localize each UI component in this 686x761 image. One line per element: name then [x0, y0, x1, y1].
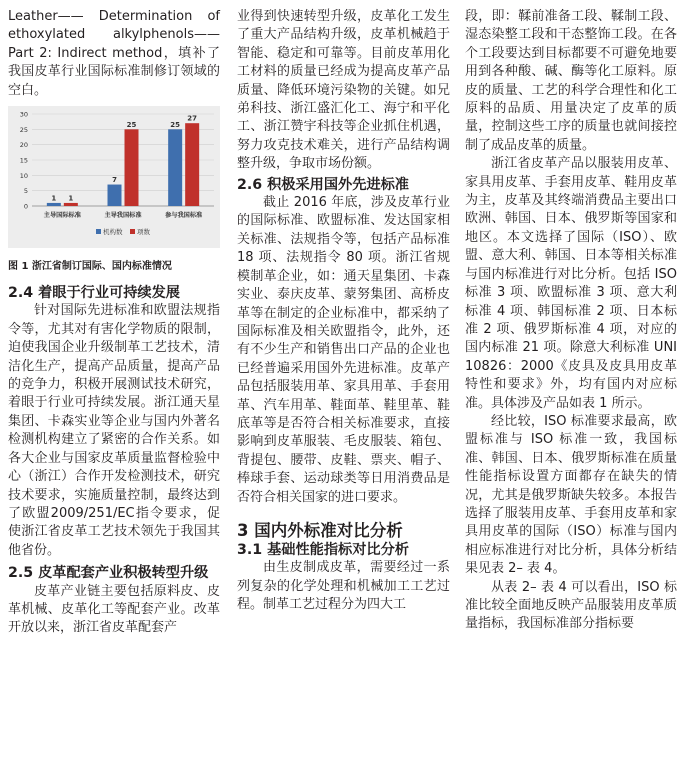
bar-value-label: 1: [68, 194, 74, 203]
figure-caption: 图 1 浙江省制订国际、国内标准情况: [8, 261, 172, 273]
section-3-1-text: 由生皮制成皮革，需要经过一系列复杂的化学处理和机械加工工艺过程。制革工艺过程分为四大工: [237, 560, 450, 613]
section-2-5-text: 皮革产业链主要包括原料皮、皮革机械、皮革化工等配套产业。改革开放以来，浙江省皮革配套产: [8, 583, 220, 636]
bar-value-label: 25: [170, 120, 181, 129]
column-2: [237, 8, 450, 615]
section-3-1-title: 3.1 基础性能指标对比分析: [237, 541, 409, 558]
y-tick-label: 5: [23, 187, 28, 196]
section-2-6-text: 截止 2016 年底，涉及皮革行业的国际标准、欧盟标准、发达国家相关标准、法规指令等，包括产品标准 18 项、法规指令 80 项。浙江省规模制革企业，如：通天星集团、卡森实业、泰庆皮革、蒙努集团、高桥皮革等在制定的企业标准中，都采纳了国际标准及相关欧盟指令，此外，还有不少生产和销售出口产品的企业也已经普遍采用国外先进标准。皮革产品包括服装用革、家具用革、手套用革、汽车用革、鞋面革、鞋里革、鞋底革等是否符合相关标准要求，直接影响到皮革服装、毛皮服装、箱包、背提包、腰带、皮鞋、票夹、帽子、棒球手套、运动球类等日用消费品是否符合相关国家的进口要求。: [237, 195, 450, 505]
bar-项数-主导我国标准: [125, 129, 139, 206]
bar-chart-svg: [8, 106, 220, 248]
y-tick-label: 30: [19, 110, 28, 119]
section-2-6-title: 2.6 积极采用国外先进标准: [237, 176, 409, 193]
column-1: [8, 8, 220, 638]
col3-paragraph-2: 浙江省皮革产品以服装用皮革、家具用皮革、手套用皮革、鞋用皮革为主，皮革及其终端消费品主要出口欧洲、韩国、日本、俄罗斯等国家和地区。本文选择了国际（ISO）、欧盟、意大利、韩国、日本等相关标准与国内标准进行对比分析。包括 ISO 标准 3 项、欧盟标准 3 项、意大利标准 4 项、韩国标准 2 项、日本标准 2 项、俄罗斯标准 4 项，对应的国内标准 21 项。除意大利标准 UNI 10826：2000《皮具及皮具用皮革特性和要求》外，均有国内对应标准。具体涉及产品如表 1 所示。: [465, 156, 677, 411]
bar-项数-参与我国标准: [185, 123, 199, 206]
section-3-title: 3 国内外标准对比分析: [237, 520, 403, 540]
x-category-label: 参与我国标准: [165, 212, 203, 220]
y-tick-label: 10: [19, 171, 28, 180]
col3-paragraph-3: 经比较，ISO 标准要求最高，欧盟标准与 ISO 标准一致，我国标准、韩国、日本、俄罗斯标准在质量性能指标设置方面都存在缺失的情况，尤其是俄罗斯缺失较多。本报告选择了服装用皮革、手套用皮革和家具用皮革的国际（ISO）标准与国内相应标准进行对比分析，具体分析结果见表 2– 表 4。: [465, 413, 677, 577]
column-3: [465, 8, 677, 634]
col3-paragraph-1: 段，即：鞣前准备工段、鞣制工段、湿态染整工段和干态整饰工段。在各个工段要达到目标都要不可避免地要用到各种酸、碱、酶等化工原料。原皮的质量、工艺的科学合理性和化工原料的品质、用量决定了皮革的质量，控制这些工序的质量也就间接控制了成品皮革的质量。: [465, 9, 677, 153]
section-2-4-text: 针对国际先进标准和欧盟法规指令等，尤其对有害化学物质的限制，迫使我国企业升级制革工艺技术，清洁化生产，提高产品质量，提高产品的竞争力，积极开展测试技术研究，着眼于行业可持续发展。浙江通天星集团、卡森实业等企业与国内外著名检测机构建立了紧密的合作关系。如各大企业与国家皮革质量监督检验中心（浙江）合作开发检测技术，研究技术要求，实施质量控制，最终达到了欧盟2009/251/EC指令要求，促使浙江省皮革工艺技术领先于我国其他省份。: [8, 303, 220, 558]
y-tick-label: 15: [19, 156, 28, 165]
col3-paragraph-4: 从表 2– 表 4 可以看出，ISO 标准比较全面地反映产品服装用皮革质量指标，我国标准部分指标要: [465, 579, 677, 632]
section-2-4-title: 2.4 着眼于行业可持续发展: [8, 285, 180, 302]
bar-value-label: 27: [187, 114, 198, 123]
section-2-5-title: 2.5 皮革配套产业积极转型升级: [8, 565, 209, 582]
bar-value-label: 25: [126, 120, 137, 129]
bar-value-label: 1: [51, 194, 57, 203]
bar-机构数-主导我国标准: [108, 185, 122, 206]
intro-paragraph: Leather—— Determination of ethoxylated alkylphenols——Part 2: Indirect method，填补了我国皮革行业国际标准制修订领域的空白。: [8, 9, 220, 98]
legend-swatch: [96, 229, 101, 234]
bar-机构数-参与我国标准: [168, 129, 182, 206]
y-tick-label: 25: [19, 125, 28, 134]
legend-label: 机构数: [103, 228, 123, 237]
bar-机构数-主导国际标准: [47, 203, 61, 206]
legend-swatch: [130, 229, 135, 234]
x-category-label: 主导国际标准: [43, 212, 81, 220]
x-category-label: 主导我国标准: [104, 212, 142, 220]
y-tick-label: 0: [23, 202, 28, 211]
legend-label: 项数: [137, 228, 150, 237]
col2-paragraph-1: 业得到快速转型升级，皮革化工发生了重大产品结构升级，皮革机械趋于智能、稳定和可靠等。目前皮革用化工材料的质量已经成为提高皮革产品质量、降低环境污染物的关键。如兄弟科技、浙江盛汇化工、海宁和平化工、浙江赞宇科技等企业抓住机遇，努力攻克技术难关，进行产品结构调整升级，争取市场份额。: [237, 9, 450, 172]
figure-1-chart: [8, 106, 220, 248]
bar-项数-主导国际标准: [64, 203, 78, 206]
bar-value-label: 7: [112, 176, 117, 185]
y-tick-label: 20: [19, 141, 28, 150]
